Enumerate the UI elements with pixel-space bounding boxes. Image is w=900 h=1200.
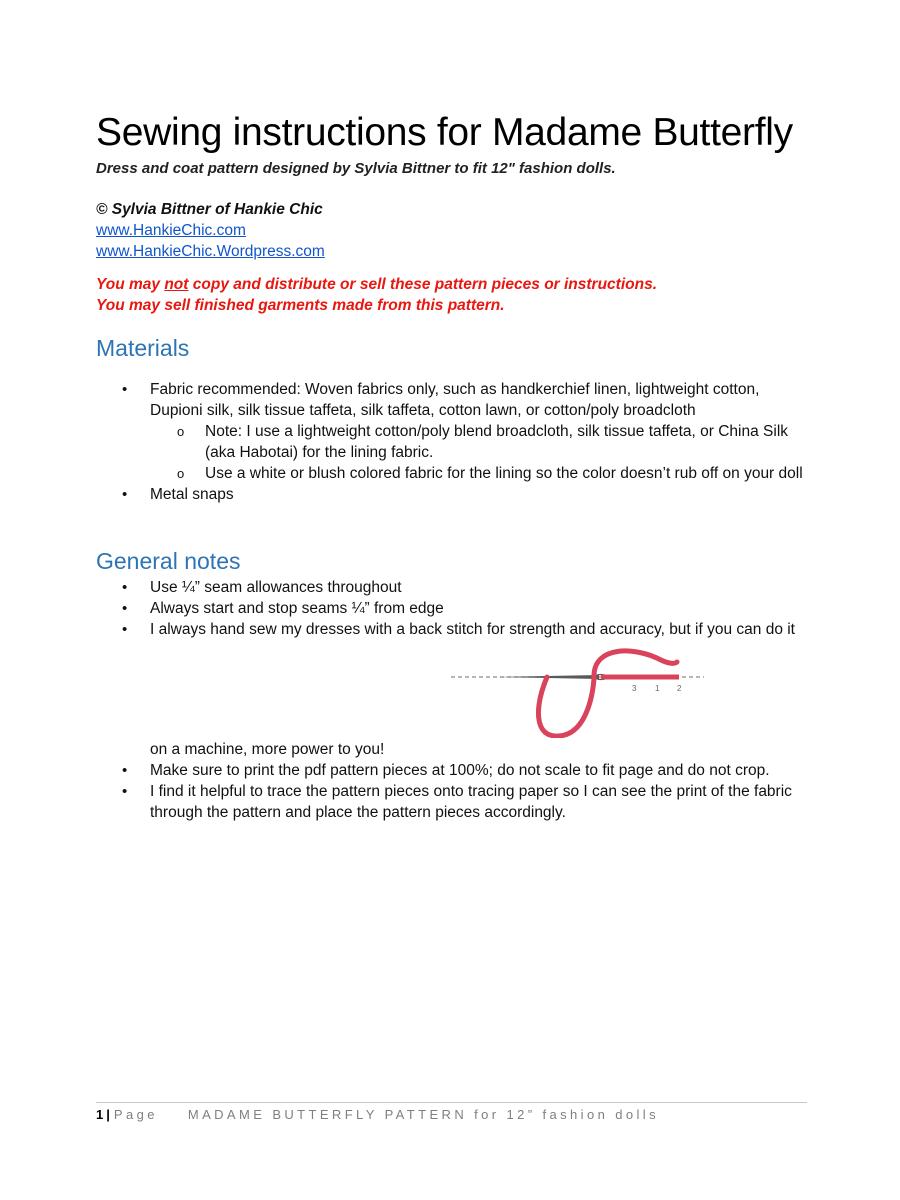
materials-heading: Materials [96, 335, 190, 361]
footer-separator: | [106, 1107, 110, 1122]
materials-sublist [150, 421, 808, 484]
stitch-label-3: 3 [631, 684, 637, 693]
blog-link[interactable]: www.HankieChic.Wordpress.com [96, 243, 325, 260]
document-subtitle: Dress and coat pattern designed by Sylvia Bittner to fit 12" fashion dolls. [96, 160, 616, 177]
stitch-label-2: 2 [676, 684, 682, 693]
warning-text-pre: You may [96, 276, 165, 293]
general-notes-heading: General notes [96, 548, 241, 574]
backstitch-note: I always hand sew my dresses with a back stitch for strength and accuracy, but if you can do it on a machine, more power to you! [150, 621, 795, 758]
materials-fabric: Fabric recommended: Woven fabrics only, such as handkerchief linen, lightweight cotton, Dupioni silk, silk tissue taffeta, silk taffeta, cotton lawn, or cotton/poly broadcloth [150, 381, 760, 419]
thread-icon [538, 651, 677, 736]
general-notes-list [96, 577, 808, 823]
list-item [96, 379, 808, 484]
list-item: o Use a white or blush colored fabric for the lining so the color doesn’t rub off on your doll [150, 463, 808, 484]
footer-document-title: MADAME BUTTERFLY PATTERN for 12” fashion dolls [187, 1107, 659, 1122]
warning-emphasis: not [164, 276, 189, 293]
warning-line-2: You may sell finished garments made from this pattern. [96, 297, 505, 314]
list-item: • I find it helpful to trace the pattern pieces onto tracing paper so I can see the print of the fabric through the pattern and place the pattern pieces accordingly. [96, 781, 808, 823]
page-footer [96, 1102, 807, 1122]
list-item: • Make sure to print the pdf pattern pieces at 100%; do not scale to fit page and do not crop. [96, 760, 808, 781]
copyright-notice: © Sylvia Bittner of Hankie Chic [96, 201, 323, 218]
document-title: Sewing instructions for Madame Butterfly [96, 111, 793, 154]
backstitch-diagram [449, 646, 709, 738]
warning-text-post: copy and distribute or sell these pattern pieces or instructions. [188, 276, 658, 293]
website-link[interactable]: www.HankieChic.com [96, 222, 246, 239]
warning-line-1 [96, 274, 808, 295]
stitch-label-1: 1 [654, 684, 660, 693]
materials-list [96, 379, 808, 505]
list-item: • Metal snaps [96, 484, 808, 505]
list-item [96, 619, 808, 760]
copyright-warning [96, 274, 808, 316]
document-page [96, 108, 808, 823]
page-label: Page [113, 1107, 158, 1122]
list-item: o Note: I use a lightweight cotton/poly blend broadcloth, silk tissue taffeta, or China Silk (aka Habotai) for the lining fabric. [150, 421, 808, 463]
page-number: 1 [96, 1107, 104, 1122]
list-item: • Always start and stop seams ¼” from edge [96, 598, 808, 619]
list-item: • Use ¼” seam allowances throughout [96, 577, 808, 598]
